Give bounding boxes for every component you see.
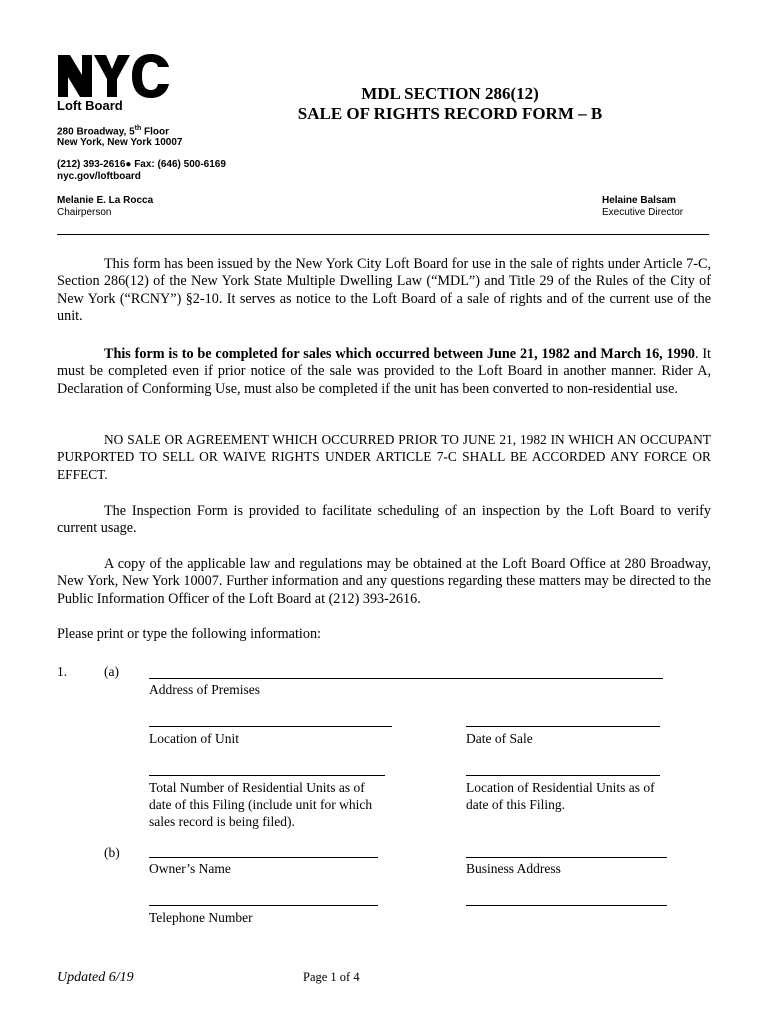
- business-address-label: Business Address: [466, 861, 561, 876]
- location-of-unit-field[interactable]: [149, 726, 392, 727]
- address-floor: Floor: [141, 126, 170, 138]
- address-of-premises-label: Address of Premises: [149, 682, 260, 697]
- date-range-emphasis: This form is to be completed for sales which occurred between June 21, 1982 and March 16, 1990: [104, 346, 695, 362]
- date-range-detail: . It must be completed even if prior notice of the sale was provided to the Loft Board in another manner. Rider A, Declaration of Conforming Use, must also be completed if the unit has been converted to non-residential use.: [57, 346, 711, 397]
- form-title-line-1: MDL SECTION 286(12): [361, 84, 539, 103]
- telephone-number-field[interactable]: [149, 905, 378, 906]
- executive-director-name: Helaine Balsam: [602, 195, 676, 206]
- location-residential-units-label: Location of Residential Units as of date of this Filing.: [466, 780, 655, 812]
- section-a-label: (a): [104, 664, 119, 679]
- loft-board-name: Loft Board: [57, 98, 123, 113]
- contact-paragraph: A copy of the applicable law and regulations may be obtained at the Loft Board Office at 280 Broadway, New York, New York 10007. Further information and any questions regarding these matters may be directed to the Public Information Officer of the Loft Board at (212) 393-2616.: [57, 556, 711, 607]
- address-line-1: [57, 125, 169, 137]
- executive-director-title: Executive Director: [602, 207, 684, 218]
- address-of-premises-field[interactable]: [149, 678, 663, 679]
- instruction-paragraph: Please print or type the following information:: [57, 626, 321, 642]
- business-address-field[interactable]: [466, 857, 667, 858]
- address-line-2: New York, New York 10007: [57, 137, 183, 148]
- total-residential-units-label: Total Number of Residential Units as of date of this Filing (include unit for which sales record is being filed).: [149, 780, 373, 829]
- date-of-sale-field[interactable]: [466, 726, 660, 727]
- telephone-number-label: Telephone Number: [149, 910, 253, 925]
- additional-field[interactable]: [466, 905, 667, 906]
- item-number: 1.: [57, 664, 68, 679]
- total-residential-units-field[interactable]: [149, 775, 385, 776]
- address-street: 280 Broadway, 5: [57, 126, 135, 138]
- location-residential-units-field[interactable]: [466, 775, 660, 776]
- chairperson-name: Melanie E. La Rocca: [57, 195, 154, 206]
- owners-name-label: Owner’s Name: [149, 861, 231, 876]
- owners-name-field[interactable]: [149, 857, 378, 858]
- inspection-paragraph: The Inspection Form is provided to facilitate scheduling of an inspection by the Loft Board to verify current usage.: [57, 503, 711, 537]
- date-range-paragraph: [57, 346, 711, 398]
- intro-paragraph: This form has been issued by the New York City Loft Board for use in the sale of rights under Article 7-C, Section 286(12) of the New York State Multiple Dwelling Law (“MDL”) and Title 29 of the Rules of the City of New York (“RCNY”) §2-10. It serves as notice to the Loft Board of a sale of rights and of the current use of the unit.: [57, 256, 711, 325]
- header-divider: [57, 234, 709, 235]
- page-number: Page 1 of 4: [303, 970, 360, 984]
- form-title: [290, 84, 610, 124]
- chairperson-title: Chairperson: [57, 207, 112, 218]
- updated-date: Updated 6/19: [57, 970, 134, 985]
- warning-paragraph: NO SALE OR AGREEMENT WHICH OCCURRED PRIOR TO JUNE 21, 1982 IN WHICH AN OCCUPANT PURPORTED TO SELL OR WAIVE RIGHTS UNDER ARTICLE 7-C SHALL BE ACCORDED ANY FORCE OR EFFECT.: [57, 432, 711, 482]
- website: nyc.gov/loftboard: [57, 171, 141, 182]
- address-ordinal: th: [134, 125, 142, 132]
- section-b-label: (b): [104, 845, 120, 860]
- date-of-sale-label: Date of Sale: [466, 731, 533, 746]
- nyc-logo: [57, 51, 171, 99]
- location-of-unit-label: Location of Unit: [149, 731, 239, 746]
- form-title-line-2: SALE OF RIGHTS RECORD FORM – B: [297, 104, 603, 123]
- phone-fax: (212) 393-2616● Fax: (646) 500-6169: [57, 159, 226, 170]
